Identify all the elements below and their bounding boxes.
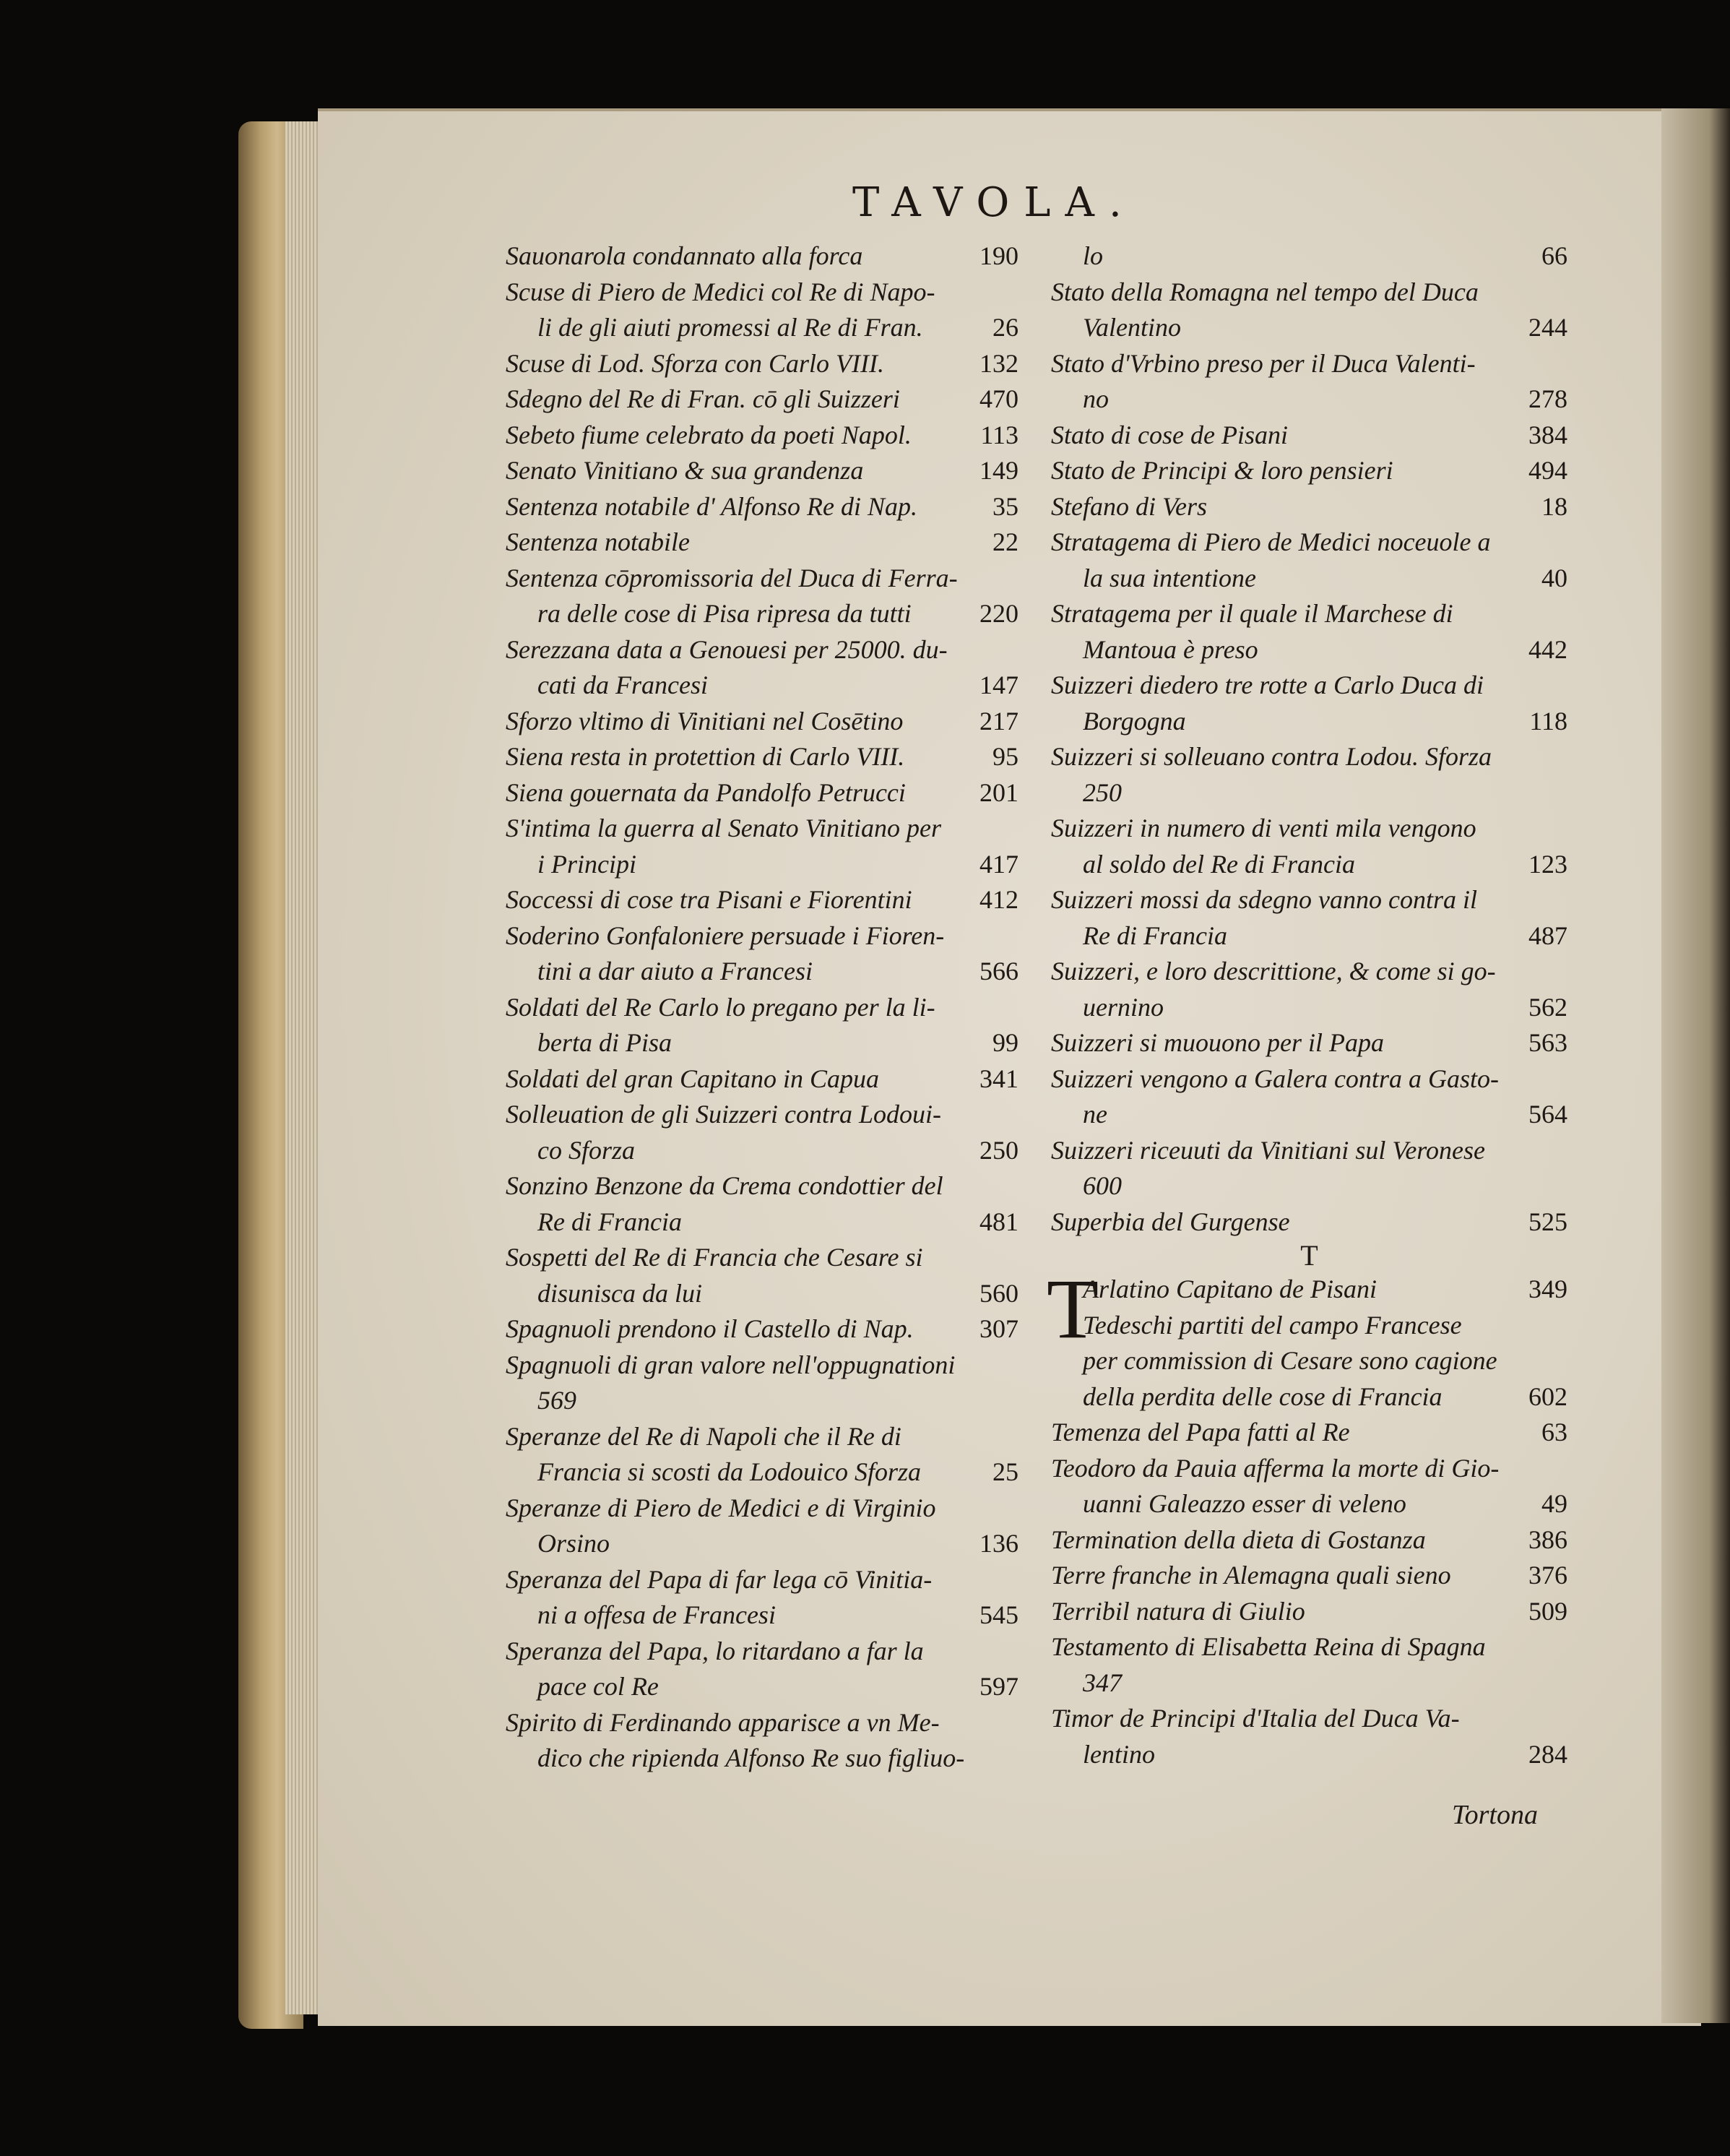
index-entry-line bbox=[506, 1133, 1018, 1169]
index-entry-line bbox=[506, 1419, 1018, 1455]
entry-page-number: 132 bbox=[979, 348, 1018, 378]
entry-page-number: 136 bbox=[979, 1529, 1018, 1558]
entry-text: Sauonarola condannato alla forca bbox=[506, 241, 863, 270]
entry-page-number: 35 bbox=[992, 491, 1018, 521]
entry-page-number: 376 bbox=[1528, 1561, 1567, 1590]
entry-text: ne bbox=[1083, 1100, 1107, 1129]
entry-text: Speranze del Re di Napoli che il Re di bbox=[506, 1421, 901, 1451]
entry-text: Stato de Principi & loro pensieri bbox=[1051, 456, 1393, 485]
index-entry-line bbox=[506, 1383, 1018, 1419]
entry-text: Tedeschi partiti del campo Francese bbox=[1083, 1310, 1462, 1340]
entry-text: Scuse di Lod. Sforza con Carlo VIII. bbox=[506, 348, 884, 378]
section-letter: T bbox=[1300, 1239, 1318, 1272]
entry-text: Stratagema di Piero de Medici noceuole a bbox=[1051, 527, 1491, 556]
entry-text: Stato della Romagna nel tempo del Duca bbox=[1051, 277, 1479, 306]
index-entry-line bbox=[506, 418, 1018, 454]
index-entry-line bbox=[506, 1526, 1018, 1562]
index-entry-line bbox=[506, 739, 1018, 775]
index-entry-line bbox=[506, 1562, 1018, 1598]
index-entry-line bbox=[1051, 632, 1567, 668]
index-entry-line bbox=[506, 704, 1018, 740]
index-entry-line bbox=[506, 1061, 1018, 1098]
index-entry-line bbox=[1051, 1522, 1567, 1558]
entry-text: berta di Pisa bbox=[537, 1028, 672, 1057]
entry-page-number: 201 bbox=[979, 777, 1018, 807]
index-entry-line bbox=[1051, 525, 1567, 561]
entry-text: 347 bbox=[1083, 1668, 1122, 1697]
index-entry-line bbox=[1051, 1061, 1567, 1098]
entry-page-number: 384 bbox=[1528, 420, 1567, 449]
index-entry-line bbox=[1051, 1701, 1567, 1737]
index-entry-line bbox=[506, 882, 1018, 918]
entry-text: Stato d'Vrbino preso per il Duca Valenti- bbox=[1051, 348, 1476, 378]
page-right-edge bbox=[1661, 108, 1730, 2023]
index-entry-line bbox=[506, 525, 1018, 561]
entry-page-number: 349 bbox=[1528, 1275, 1567, 1303]
index-entry-line bbox=[1051, 1486, 1567, 1522]
entry-page-number: 278 bbox=[1528, 384, 1567, 413]
entry-page-number: 99 bbox=[992, 1028, 1018, 1057]
entry-text: Spagnuoli di gran valore nell'oppugnationi bbox=[506, 1350, 956, 1379]
index-entry-line bbox=[506, 1669, 1018, 1705]
entry-text: lo bbox=[1083, 241, 1104, 270]
index-section-s bbox=[1051, 238, 1567, 1240]
entry-text: Stratagema per il quale il Marchese di bbox=[1051, 599, 1453, 628]
entry-text: Sdegno del Re di Fran. cō gli Suizzeri bbox=[506, 384, 900, 413]
entry-text: Sonzino Benzone da Crema condottier del bbox=[506, 1171, 943, 1200]
entry-text: Siena resta in protettion di Carlo VIII. bbox=[506, 742, 905, 771]
entry-page-number: 442 bbox=[1528, 634, 1567, 664]
entry-page-number: 66 bbox=[1541, 241, 1567, 270]
entry-text: no bbox=[1083, 384, 1109, 413]
index-entry-line bbox=[506, 275, 1018, 311]
entry-text: Soccessi di cose tra Pisani e Fiorentini bbox=[506, 885, 912, 914]
entry-text: Soderino Gonfaloniere persuade i Fioren- bbox=[506, 920, 945, 950]
catchword: Tortona bbox=[1452, 1800, 1538, 1830]
index-entry-line bbox=[1051, 1415, 1567, 1451]
entry-page-number: 244 bbox=[1528, 313, 1567, 342]
index-entry-line bbox=[1051, 1343, 1567, 1379]
entry-text: Speranza del Papa, lo ritardano a far la bbox=[506, 1636, 924, 1665]
index-entry-line bbox=[1051, 1665, 1567, 1702]
entry-page-number: 217 bbox=[979, 706, 1018, 736]
index-section-t bbox=[1047, 1262, 1567, 1772]
entry-text: Terribil natura di Giulio bbox=[1051, 1596, 1305, 1626]
entry-text: Temenza del Papa fatti al Re bbox=[1051, 1418, 1350, 1446]
index-entry-line bbox=[506, 1240, 1018, 1276]
entry-page-number: 545 bbox=[979, 1600, 1018, 1629]
entry-page-number: 341 bbox=[979, 1064, 1018, 1093]
index-entry-line bbox=[506, 811, 1018, 847]
index-entry-line bbox=[1051, 1097, 1567, 1133]
index-entry-line bbox=[506, 954, 1018, 990]
entry-text: i Principi bbox=[537, 849, 636, 879]
entry-page-number: 147 bbox=[979, 670, 1018, 699]
entry-page-number: 470 bbox=[979, 384, 1018, 413]
entry-text: Mantoua è preso bbox=[1083, 634, 1258, 664]
index-entry-line bbox=[506, 1597, 1018, 1634]
index-entry-line bbox=[1051, 954, 1567, 990]
entry-page-number: 412 bbox=[979, 885, 1018, 914]
entry-text: Suizzeri vengono a Galera contra a Gasto- bbox=[1051, 1064, 1499, 1093]
entry-text: ni a offesa de Francesi bbox=[537, 1600, 776, 1629]
entry-page-number: 307 bbox=[979, 1314, 1018, 1343]
entry-text: ra delle cose di Pisa ripresa da tutti bbox=[537, 599, 912, 628]
index-entry-line bbox=[506, 775, 1018, 811]
entry-text: disunisca da lui bbox=[537, 1278, 703, 1308]
index-entry-line bbox=[1051, 418, 1567, 454]
page-title: TAVOLA. bbox=[852, 179, 1136, 226]
entry-page-number: 220 bbox=[979, 599, 1018, 628]
entry-page-number: 22 bbox=[992, 527, 1018, 556]
entry-text: Serezzana data a Genouesi per 25000. du- bbox=[506, 634, 948, 664]
index-entry-line bbox=[1051, 990, 1567, 1026]
entry-page-number: 284 bbox=[1528, 1739, 1567, 1769]
index-entry-line bbox=[506, 1025, 1018, 1061]
entry-page-number: 481 bbox=[979, 1207, 1018, 1236]
entry-text: li de gli aiuti promessi al Re di Fran. bbox=[537, 313, 923, 342]
index-entry-line bbox=[506, 561, 1018, 597]
index-entry-line bbox=[506, 381, 1018, 418]
index-entry-line bbox=[1051, 1451, 1567, 1487]
entry-text: Senato Vinitiano & sua grandenza bbox=[506, 456, 864, 485]
index-entry-line bbox=[506, 1168, 1018, 1204]
entry-text: Re di Francia bbox=[537, 1207, 682, 1236]
entry-text: Siena gouernata da Pandolfo Petrucci bbox=[506, 777, 906, 807]
entry-text: Sebeto fiume celebrato da poeti Napol. bbox=[506, 420, 912, 449]
index-entry-line bbox=[506, 1276, 1018, 1312]
entry-text: Re di Francia bbox=[1083, 920, 1227, 950]
entry-text: Sentenza cōpromissoria del Duca di Ferra- bbox=[506, 563, 958, 592]
index-entry-line bbox=[506, 1311, 1018, 1348]
entry-text: lentino bbox=[1083, 1739, 1155, 1769]
entry-page-number: 560 bbox=[979, 1278, 1018, 1308]
index-entry-line bbox=[1051, 596, 1567, 632]
entry-text: Terre franche in Alemagna quali sieno bbox=[1051, 1561, 1451, 1590]
entry-page-number: 386 bbox=[1528, 1525, 1567, 1554]
index-entry-line bbox=[1051, 1594, 1567, 1630]
index-entry-line bbox=[1051, 453, 1567, 489]
entry-text: Sospetti del Re di Francia che Cesare si bbox=[506, 1243, 923, 1272]
index-entry-line bbox=[506, 668, 1018, 704]
index-entry-line bbox=[1051, 1308, 1567, 1344]
index-entry-line bbox=[1051, 847, 1567, 883]
entry-page-number: 95 bbox=[992, 742, 1018, 771]
index-entry-line bbox=[1051, 381, 1567, 418]
index-entry-line bbox=[506, 346, 1018, 382]
entry-text: Spagnuoli prendono il Castello di Nap. bbox=[506, 1314, 914, 1343]
index-entry-line bbox=[506, 1097, 1018, 1133]
entry-page-number: 566 bbox=[979, 957, 1018, 986]
index-entry-line bbox=[1051, 1204, 1567, 1241]
entry-text: Stefano di Vers bbox=[1051, 491, 1207, 521]
index-entry-line bbox=[1051, 1558, 1567, 1594]
entry-text: Stato di cose de Pisani bbox=[1051, 420, 1288, 449]
entry-page-number: 63 bbox=[1541, 1418, 1567, 1446]
index-entry-line bbox=[1051, 1168, 1567, 1204]
index-entry-line bbox=[1051, 882, 1567, 918]
entry-text: pace col Re bbox=[537, 1672, 659, 1701]
entry-text: la sua intentione bbox=[1083, 563, 1256, 592]
entry-text: Speranza del Papa di far lega cō Vinitia- bbox=[506, 1564, 933, 1594]
entry-text: Superbia del Gurgense bbox=[1051, 1207, 1290, 1236]
entry-text: dico che ripienda Alfonso Re suo figliuo- bbox=[537, 1743, 965, 1772]
entry-page-number: 417 bbox=[979, 849, 1018, 879]
entry-text: Timor de Principi d'Italia del Duca Va- bbox=[1051, 1704, 1460, 1733]
index-entry-line bbox=[1051, 1025, 1567, 1061]
entry-page-number: 563 bbox=[1528, 1028, 1567, 1057]
entry-text: Scuse di Piero de Medici col Re di Napo- bbox=[506, 277, 935, 306]
entry-page-number: 113 bbox=[980, 420, 1018, 449]
index-entry-line bbox=[506, 918, 1018, 954]
entry-page-number: 18 bbox=[1541, 491, 1567, 521]
entry-page-number: 25 bbox=[992, 1457, 1018, 1486]
entry-text: Arlatino Capitano de Pisani bbox=[1083, 1275, 1377, 1303]
index-entry-line bbox=[1051, 275, 1567, 311]
entry-text: della perdita delle cose di Francia bbox=[1083, 1381, 1443, 1411]
index-entry-line bbox=[1051, 811, 1567, 847]
entry-text: Suizzeri riceuuti da Vinitiani sul Veronese bbox=[1051, 1135, 1485, 1165]
entry-text: Termination della dieta di Gostanza bbox=[1051, 1525, 1426, 1554]
entry-text: per commission di Cesare sono cagione bbox=[1083, 1346, 1497, 1375]
entry-text: tini a dar aiuto a Francesi bbox=[537, 957, 813, 986]
entry-page-number: 564 bbox=[1528, 1100, 1567, 1129]
index-entry-line bbox=[506, 596, 1018, 632]
entry-page-number: 118 bbox=[1529, 706, 1567, 736]
entry-text: uernino bbox=[1083, 992, 1164, 1022]
entry-text: Sentenza notabile d' Alfonso Re di Nap. bbox=[506, 491, 917, 521]
entry-text: Speranze di Piero de Medici e di Virginio bbox=[506, 1493, 936, 1522]
entry-page-number: 40 bbox=[1541, 563, 1567, 592]
index-entry-line bbox=[506, 1491, 1018, 1527]
index-entry-line bbox=[506, 990, 1018, 1026]
entry-text: Borgogna bbox=[1083, 706, 1186, 736]
entry-text: Spirito di Ferdinando apparisce a vn Me- bbox=[506, 1707, 940, 1737]
entry-text: Francia si scosti da Lodouico Sforza bbox=[537, 1457, 922, 1486]
index-entry-line bbox=[506, 1741, 1018, 1777]
index-entry-line bbox=[506, 310, 1018, 346]
entry-text: Suizzeri in numero di venti mila vengono bbox=[1051, 814, 1476, 842]
index-entry-line bbox=[1051, 1379, 1567, 1415]
entry-text: Sollеuation de gli Suizzeri contra Lodoui- bbox=[506, 1100, 941, 1129]
index-column-right bbox=[1047, 238, 1567, 1772]
entry-text: 250 bbox=[1083, 777, 1122, 807]
index-entry-line bbox=[506, 238, 1018, 275]
index-entry-line bbox=[506, 847, 1018, 883]
index-entry-line bbox=[1051, 918, 1567, 954]
index-section-t-entries bbox=[1051, 1272, 1567, 1772]
entry-text: 569 bbox=[537, 1386, 576, 1415]
index-entry-line bbox=[1051, 310, 1567, 346]
entry-text: Teodoro da Pauia afferma la morte di Gio- bbox=[1051, 1453, 1500, 1483]
index-entry-line bbox=[1051, 1272, 1567, 1308]
entry-page-number: 509 bbox=[1528, 1596, 1567, 1626]
index-entry-line bbox=[506, 1348, 1018, 1384]
entry-text: Orsino bbox=[537, 1529, 610, 1558]
index-entry-line bbox=[1051, 668, 1567, 704]
entry-page-number: 250 bbox=[979, 1135, 1018, 1165]
entry-page-number: 26 bbox=[992, 313, 1018, 342]
index-entry-line bbox=[1051, 775, 1567, 811]
index-entry-line bbox=[506, 1634, 1018, 1670]
entry-page-number: 494 bbox=[1528, 456, 1567, 485]
index-entry-line bbox=[506, 1204, 1018, 1241]
entry-page-number: 123 bbox=[1528, 849, 1567, 879]
entry-page-number: 149 bbox=[979, 456, 1018, 485]
index-entry-line bbox=[1051, 238, 1567, 275]
index-entry-line bbox=[506, 489, 1018, 525]
entry-text: Suizzeri, e loro descrittione, & come si go- bbox=[1051, 957, 1496, 986]
entry-page-number: 562 bbox=[1528, 992, 1567, 1022]
index-entry-line bbox=[506, 1705, 1018, 1741]
index-entry-line bbox=[1051, 1629, 1567, 1665]
entry-text: al soldo del Re di Francia bbox=[1083, 849, 1355, 879]
entry-text: Suizzeri mossi da sdegno vanno contra il bbox=[1051, 885, 1477, 914]
entry-text: Suizzeri si solleuano contra Lodou. Sforza bbox=[1051, 742, 1492, 771]
index-entry-line bbox=[1051, 346, 1567, 382]
entry-text: 600 bbox=[1083, 1171, 1122, 1200]
entry-page-number: 525 bbox=[1528, 1207, 1567, 1236]
entry-text: Sentenza notabile bbox=[506, 527, 690, 556]
entry-text: Sforzo vltimo di Vinitiani nel Cosētino bbox=[506, 706, 904, 736]
entry-page-number: 602 bbox=[1528, 1381, 1567, 1411]
entry-text: Soldati del gran Capitano in Capua bbox=[506, 1064, 880, 1093]
index-entry-line bbox=[1051, 561, 1567, 597]
entry-text: Suizzeri si muouono per il Papa bbox=[1051, 1028, 1385, 1057]
index-entry-line bbox=[506, 1454, 1018, 1491]
entry-page-number: 190 bbox=[979, 241, 1018, 270]
index-entry-line bbox=[1051, 739, 1567, 775]
entry-page-number: 597 bbox=[979, 1672, 1018, 1701]
index-entry-line bbox=[506, 453, 1018, 489]
entry-text: Testamento di Elisabetta Reina di Spagna bbox=[1051, 1632, 1486, 1661]
entry-text: Valentino bbox=[1083, 313, 1181, 342]
index-column-left bbox=[506, 238, 1018, 1777]
dropcap: T bbox=[1047, 1262, 1099, 1356]
entry-text: cati da Francesi bbox=[537, 670, 708, 699]
index-entry-line bbox=[1051, 704, 1567, 740]
index-entry-line bbox=[1051, 1737, 1567, 1773]
entry-text: Soldati del Re Carlo lo pregano per la li- bbox=[506, 992, 935, 1022]
index-entry-line bbox=[1051, 1133, 1567, 1169]
index-entry-line bbox=[1051, 489, 1567, 525]
entry-page-number: 487 bbox=[1528, 920, 1567, 950]
entry-text: uanni Galeazzo esser di veleno bbox=[1083, 1489, 1406, 1518]
index-entry-line bbox=[506, 632, 1018, 668]
entry-text: S'intima la guerra al Senato Vinitiano per bbox=[506, 814, 941, 842]
entry-text: Suizzeri diedero tre rotte a Carlo Duca di bbox=[1051, 670, 1484, 699]
entry-text: co Sforza bbox=[537, 1135, 635, 1165]
entry-page-number: 49 bbox=[1541, 1489, 1567, 1518]
